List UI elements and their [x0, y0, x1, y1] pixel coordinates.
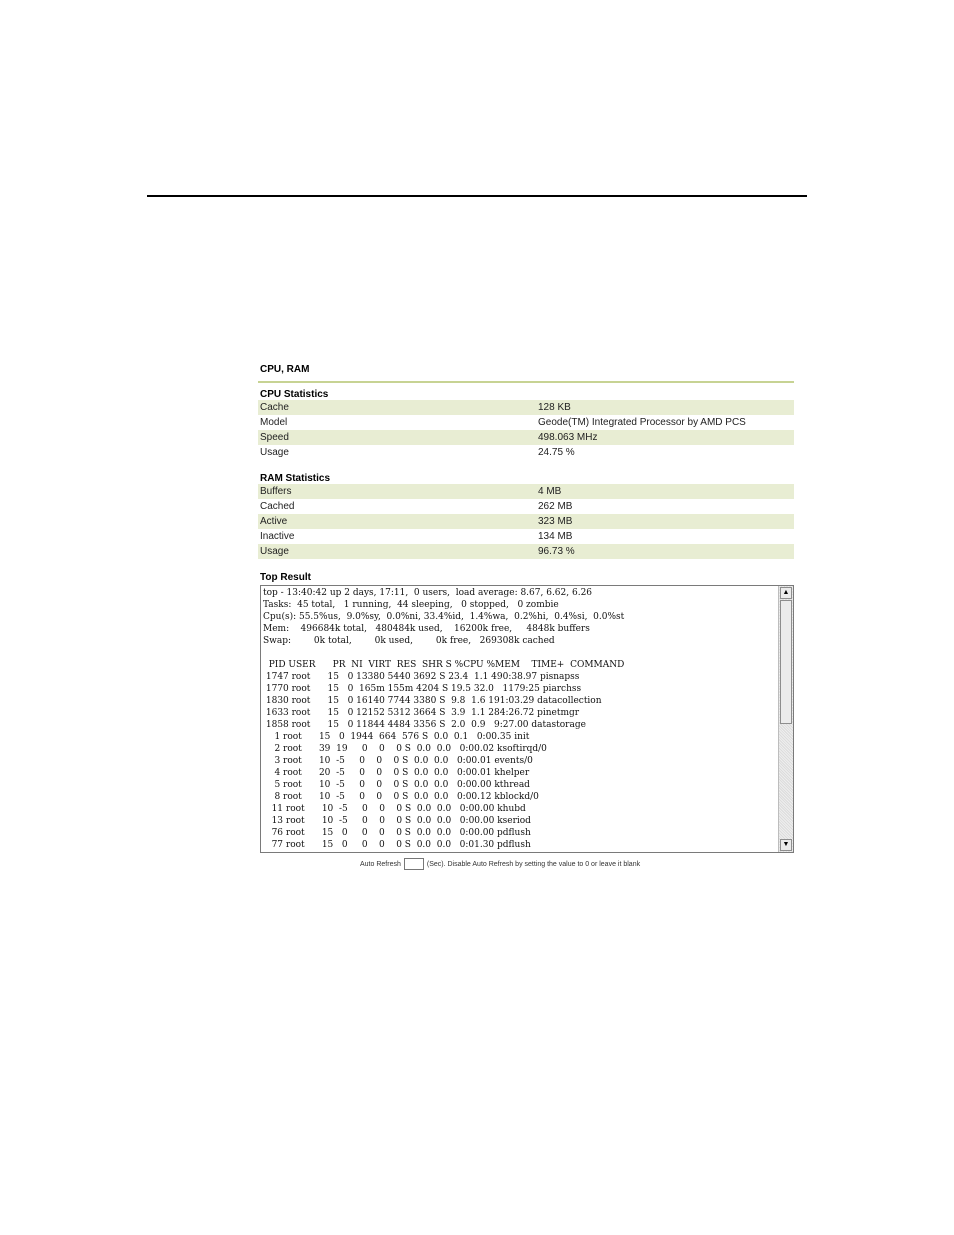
cpu-statistics-heading: CPU Statistics — [260, 389, 329, 400]
stat-row-cache — [258, 400, 794, 415]
top-output-text: top - 13:40:42 up 2 days, 17:11, 0 users, load average: 8.67, 6.62, 6.26 Tasks: 45 total, 1 running, 44 sleeping, 0 stopped, 0 zombie Cpu(s): 55.5%us, 9.0%sy, 0.0%ni, 33.4%id, 1.4%wa, 0.2%hi, 0.4%si, 0.0%st Mem: 496684k total, 480484k used, 16200k free, 4848k buffers Swap: 0k total, 0k used, 0k free, 269308k cached PID USER PR NI VIRT RES SHR S %CPU %MEM TIME+ COMMAND 1747 root 15 0 13380 5440 3692 S 23.4 1.1 490:38.97 pisnapss 1770 root 15 0 165m 155m 4204 S 19.5 32.0 1179:25 piarchss 1830 root 15 0 16140 7744 3380 S 9.8 1.6 191:03.29 datacollection 1633 root 15 0 12152 5312 3664 S 3.9 1.1 284:26.72 pinetmgr 1858 root 15 0 11844 4484 3356 S 2.0 0.9 9:27.00 datastorage 1 root 15 0 1944 664 576 S 0.0 0.1 0:00.35 init 2 root 39 19 0 0 0 S 0.0 0.0 0:00.02 ksoftirqd/0 3 root 10 -5 0 0 0 S 0.0 0.0 0:00.01 events/0 4 root 20 -5 0 0 0 S 0.0 0.0 0:00.01 khelper 5 root 10 -5 0 0 0 S 0.0 0.0 0:00.00 kthread 8 root 10 -5 0 0 0 S 0.0 0.0 0:00.12 kblockd/0 11 root 10 -5 0 0 0 S 0.0 0.0 0:00.00 khubd 13 root 10 -5 0 0 0 S 0.0 0.0 0:00.00 kseriod 76 root 15 0 0 0 0 S 0.0 0.0 0:00.00 pdflush 77 root 15 0 0 0 0 S 0.0 0.0 0:01.30 pdflush — [263, 588, 625, 850]
title-divider — [258, 381, 794, 383]
vertical-scrollbar[interactable] — [778, 586, 793, 852]
stat-value: 128 KB — [538, 402, 571, 413]
scroll-up-arrow-icon[interactable]: ▲ — [780, 587, 792, 599]
stat-label: Buffers — [260, 486, 292, 497]
stat-row-model — [258, 415, 794, 430]
stat-value: 498.063 MHz — [538, 432, 598, 443]
ram-statistics-table — [258, 484, 794, 559]
stat-value: 262 MB — [538, 501, 573, 512]
stat-label: Model — [260, 417, 288, 428]
stat-label: Cached — [260, 501, 295, 512]
panel-title: CPU, RAM — [260, 364, 310, 375]
stat-label: Usage — [260, 546, 289, 557]
scrollbar-thumb[interactable] — [780, 600, 792, 724]
stat-value: 24.75 % — [538, 447, 575, 458]
auto-refresh-row — [360, 858, 640, 870]
cpu-ram-panel — [258, 360, 796, 880]
stat-label: Active — [260, 516, 288, 527]
stat-row-inactive — [258, 529, 794, 544]
stat-value: 134 MB — [538, 531, 573, 542]
stat-row-cpu-usage — [258, 445, 794, 460]
auto-refresh-input[interactable] — [404, 858, 424, 870]
stat-row-cached — [258, 499, 794, 514]
stat-row-active — [258, 514, 794, 529]
scroll-down-arrow-icon[interactable]: ▼ — [780, 839, 792, 851]
auto-refresh-hint: (Sec). Disable Auto Refresh by setting the value to 0 or leave it blank — [426, 860, 641, 868]
stat-label: Speed — [260, 432, 289, 443]
stat-value: 96.73 % — [538, 546, 575, 557]
top-output-textarea[interactable] — [260, 585, 794, 853]
stat-value: 323 MB — [538, 516, 573, 527]
ram-statistics-heading: RAM Statistics — [260, 473, 331, 484]
stat-label: Cache — [260, 402, 289, 413]
stat-value: Geode(TM) Integrated Processor by AMD PCS — [538, 417, 746, 428]
stat-row-ram-usage — [258, 544, 794, 559]
stat-label: Inactive — [260, 531, 295, 542]
stat-value: 4 MB — [538, 486, 562, 497]
page-header-rule — [147, 195, 807, 197]
cpu-statistics-table — [258, 400, 794, 460]
stat-row-buffers — [258, 484, 794, 499]
auto-refresh-label: Auto Refresh — [360, 860, 401, 868]
top-result-heading: Top Result — [260, 572, 311, 583]
stat-row-speed — [258, 430, 794, 445]
stat-label: Usage — [260, 447, 289, 458]
